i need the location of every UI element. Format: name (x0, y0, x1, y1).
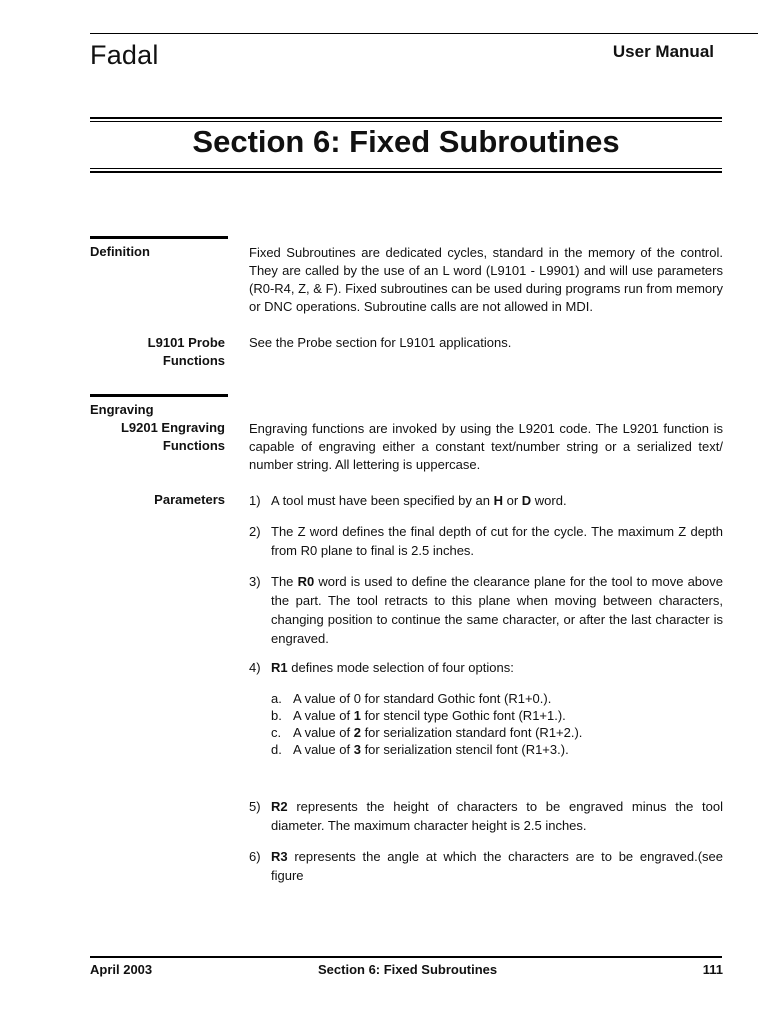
definition-text: Fixed Subroutines are dedicated cycles, standard in the memory of the control. They are called by the use of an L word (L9101 - L9901) and will use parameters (R0-R4, Z, & F). Fixed subroutines can be used during programs run from memory or DNC operations. Subroutine calls are not allowed in MDI. (249, 245, 723, 314)
probe-label-line1: L9101 Probe (147, 335, 225, 350)
manual-label: User Manual (612, 42, 714, 61)
option-a: a. A value of 0 for standard Gothic font (R1+0.). (271, 691, 552, 706)
parameter-item-6 (249, 847, 723, 885)
footer-date: April 2003 (90, 962, 153, 977)
item-number: 4) (249, 660, 261, 675)
definition-rule (90, 236, 228, 239)
option-d: d. A value of 3 for serialization stencil font (R1+3.). (271, 742, 569, 757)
parameter-item-3 (249, 572, 723, 648)
parameter-item-2 (249, 522, 723, 560)
item-number: 6) (249, 849, 261, 864)
item-number: 2) (249, 524, 261, 539)
parameter-item-1 (249, 491, 723, 510)
title-rule-bottom-thick (90, 171, 722, 173)
item-text: A tool must have been specified by an H or D word. (271, 493, 567, 508)
footer-rule (90, 956, 722, 958)
parameter-item-4 (249, 658, 723, 677)
brand-name: Fadal (90, 40, 159, 70)
option-b: b. A value of 1 for stencil type Gothic font (R1+1.). (271, 708, 566, 723)
engraving-label-line1: L9201 Engraving (120, 420, 225, 435)
engraving-label-line2: Functions (162, 438, 225, 453)
item-text: R3 represents the angle at which the characters are to be engraved.(see figure (271, 849, 723, 883)
item-text: The R0 word is used to define the clearance plane for the tool to move above the part. The tool retracts to this plane when moving between characters, changing position to continue the same character, or after the last character is engraved. (271, 574, 724, 646)
probe-label-line2: Functions (162, 353, 225, 368)
footer-page-number: 111 (702, 962, 723, 977)
item-text: The Z word defines the final depth of cut for the cycle. The maximum Z depth from R0 plane to final is 2.5 inches. (271, 524, 723, 558)
probe-text: See the Probe section for L9101 applications. (249, 335, 512, 350)
item-number: 1) (249, 493, 261, 508)
item-number: 3) (249, 574, 261, 589)
item-text: R2 represents the height of characters to be engraved minus the tool diameter. The maximum character height is 2.5 inches. (271, 799, 723, 833)
parameters-label: Parameters (154, 492, 225, 507)
engraving-label: Engraving (90, 402, 154, 417)
page-title: Section 6: Fixed Subroutines (192, 124, 620, 159)
option-c: c. A value of 2 for serialization standard font (R1+2.). (271, 725, 583, 740)
item-number: 5) (249, 799, 261, 814)
header-top-rule (90, 33, 758, 34)
item-text: R1 defines mode selection of four options: (271, 660, 514, 675)
parameter-item-5 (249, 797, 723, 835)
engraving-text: Engraving functions are invoked by using the L9201 code. The L9201 function is capable of engraving either a constant text/number string or a serialized text/ number string. All lettering is uppercase. (249, 421, 723, 472)
probe-label (148, 334, 225, 370)
title-rule-top-thick (90, 117, 722, 119)
definition-label: Definition (90, 244, 150, 259)
footer-section: Section 6: Fixed Subroutines (318, 962, 498, 977)
title-rule-bottom-thin (90, 168, 722, 169)
title-rule-top-thin (90, 121, 722, 122)
engraving-rule (90, 394, 228, 397)
engraving-functions-label (121, 419, 225, 455)
